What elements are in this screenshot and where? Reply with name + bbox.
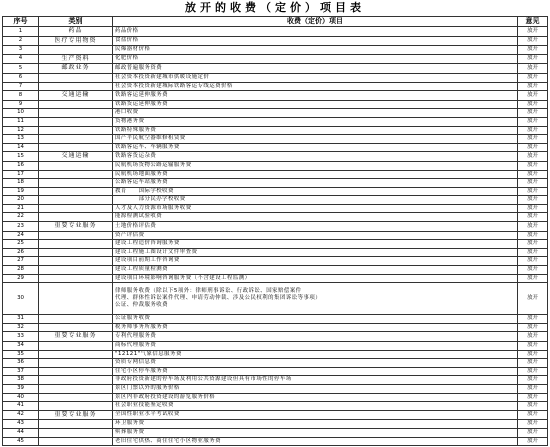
row-opinion: 放开 (518, 248, 548, 257)
row-number: 27 (3, 257, 39, 266)
row-opinion: 放开 (518, 376, 548, 385)
row-number: 39 (3, 384, 39, 393)
row-item: 铁路客运车、车辆服务费 (113, 143, 518, 152)
row-opinion: 放开 (518, 64, 548, 74)
row-number: 42 (3, 410, 39, 420)
category-label: 交通运输 (61, 152, 90, 160)
row-item: 社会资本投资新建城市供暖设施定价 (113, 73, 518, 82)
table-row (3, 161, 548, 170)
row-opinion: 放开 (518, 46, 548, 55)
row-item: 邮政普遍服务资费 (113, 64, 518, 74)
row-number: 30 (3, 283, 39, 315)
row-item: 建设项目环境影响咨询服务费（不含建设工程监测） (113, 274, 518, 283)
row-item: 教育 国际学校收费 (113, 187, 518, 196)
row-opinion: 放开 (518, 170, 548, 179)
row-opinion: 放开 (518, 266, 548, 275)
table-row (3, 73, 548, 82)
row-number: 8 (3, 91, 39, 101)
row-category (39, 350, 113, 359)
row-number: 32 (3, 323, 39, 332)
table-row (3, 204, 548, 213)
row-item: 资质专网信息费 (113, 359, 518, 368)
table-row (3, 135, 548, 144)
row-item: 民航机场货物公路运输服务费 (113, 161, 518, 170)
row-opinion: 放开 (518, 91, 548, 101)
row-item: 社会职业技能鉴定收费 (113, 402, 518, 411)
row-category (39, 91, 113, 101)
category-label: 医疗专用物资 (54, 36, 97, 44)
row-item: 建设工程施工图设计文件审查费 (113, 248, 518, 257)
page-title: 放开的收费（定价）项目表 (185, 1, 365, 14)
row-category (39, 73, 113, 82)
row-number: 4 (3, 54, 39, 64)
row-opinion: 放开 (518, 143, 548, 152)
row-item: 药品价格 (113, 27, 518, 37)
table-row (3, 109, 548, 118)
row-category (39, 420, 113, 429)
row-item: 民航机场地面服务费 (113, 170, 518, 179)
table-row (3, 257, 548, 266)
header-no: 序号 (3, 17, 39, 27)
table-row (3, 196, 548, 205)
row-item: 税务师事务所服务费 (113, 323, 518, 332)
table-row (3, 54, 548, 64)
row-category (39, 393, 113, 402)
row-category (39, 384, 113, 393)
row-category (39, 126, 113, 135)
table-row (3, 384, 548, 393)
table-row (3, 420, 548, 429)
row-opinion: 放开 (518, 342, 548, 351)
row-item: 老旧住宅供热、商住住宅小区物业服务费 (113, 437, 518, 446)
row-number: 24 (3, 231, 39, 240)
row-item: 铁路货运延伸服务费 (113, 100, 518, 109)
row-opinion: 放开 (518, 27, 548, 37)
row-category (39, 213, 113, 222)
row-category (39, 135, 113, 144)
header-row (3, 17, 548, 27)
row-category (39, 204, 113, 213)
table-row (3, 152, 548, 162)
table-row (3, 100, 548, 109)
row-opinion: 放开 (518, 428, 548, 437)
table-row (3, 332, 548, 342)
table-row (3, 410, 548, 420)
row-category (39, 248, 113, 257)
row-item: 建设工程质量检测费 (113, 266, 518, 275)
row-opinion: 放开 (518, 274, 548, 283)
row-item: 殡葬服务费 (113, 428, 518, 437)
row-number: 21 (3, 204, 39, 213)
category-label: 邮政业务 (61, 64, 90, 72)
fee-table (2, 16, 548, 446)
table-row (3, 342, 548, 351)
table-row (3, 428, 548, 437)
table-row (3, 27, 548, 37)
row-opinion: 放开 (518, 437, 548, 446)
row-opinion: 放开 (518, 196, 548, 205)
row-category (39, 332, 113, 342)
table-row (3, 187, 548, 196)
row-category (39, 410, 113, 420)
row-opinion: 放开 (518, 187, 548, 196)
item-text-line: 律师服务收费（除以下5项外：律师刑事诉讼、行政诉讼、国家赔偿案件 (115, 288, 302, 295)
row-item: 铁路客运延伸服务费 (113, 91, 518, 101)
row-category (39, 152, 113, 162)
row-opinion: 放开 (518, 393, 548, 402)
table-row (3, 82, 548, 91)
row-number: 26 (3, 248, 39, 257)
category-label: 药品 (68, 27, 83, 34)
row-opinion: 放开 (518, 204, 548, 213)
row-category (39, 257, 113, 266)
row-opinion: 放开 (518, 231, 548, 240)
row-opinion: 放开 (518, 332, 548, 342)
table-row (3, 231, 548, 240)
category-label: 交通运输 (61, 91, 90, 99)
row-opinion: 放开 (518, 315, 548, 324)
row-item: 公证服务收费 (113, 315, 518, 324)
row-category (39, 402, 113, 411)
table-row (3, 170, 548, 179)
row-number: 35 (3, 350, 39, 359)
row-number: 7 (3, 82, 39, 91)
table-row (3, 393, 548, 402)
row-opinion: 放开 (518, 161, 548, 170)
row-item: 建设工程造价咨询服务费 (113, 240, 518, 249)
table-row (3, 240, 548, 249)
row-category (39, 82, 113, 91)
row-item: 社会资本投资新建城际铁路客运专线运费价格 (113, 82, 518, 91)
row-number: 14 (3, 143, 39, 152)
table-row (3, 376, 548, 385)
row-number: 2 (3, 36, 39, 46)
row-opinion: 放开 (518, 126, 548, 135)
row-item: 专利代理服务费 (113, 332, 518, 342)
row-item: 铁路特殊服务费 (113, 126, 518, 135)
row-category (39, 437, 113, 446)
table-row (3, 367, 548, 376)
row-category (39, 196, 113, 205)
table-row (3, 36, 548, 46)
row-opinion: 放开 (518, 109, 548, 118)
row-number: 15 (3, 152, 39, 162)
row-category (39, 179, 113, 188)
row-category (39, 359, 113, 368)
table-row (3, 117, 548, 126)
header-category: 类别 (39, 17, 113, 27)
category-label: 重要专业服务 (54, 410, 97, 418)
row-category (39, 109, 113, 118)
row-category (39, 274, 113, 283)
category-label: 重要专业服务 (54, 332, 97, 340)
row-opinion: 放开 (518, 179, 548, 188)
row-category (39, 46, 113, 55)
table-row (3, 323, 548, 332)
row-opinion: 放开 (518, 257, 548, 266)
item-text-line: 代理、群体性诉讼案件代理、申请劳动仲裁、涉及公民权利的集团诉讼等事项） (115, 295, 322, 302)
row-opinion: 放开 (518, 36, 548, 46)
row-opinion: 放开 (518, 100, 548, 109)
row-opinion: 放开 (518, 240, 548, 249)
row-category (39, 54, 113, 64)
row-number: 16 (3, 161, 39, 170)
row-number: 11 (3, 117, 39, 126)
row-category (39, 342, 113, 351)
row-item: 全国性职业水平考试收费 (113, 410, 518, 420)
row-opinion: 放开 (518, 323, 548, 332)
row-item: 景区内非政府投资建设的游览服务价格 (113, 393, 518, 402)
row-number: 37 (3, 367, 39, 376)
row-item: "12121"气象信息服务费 (113, 350, 518, 359)
row-number: 41 (3, 402, 39, 411)
item-text-line: 公证、仲裁服务收费 (115, 302, 169, 309)
row-item: 人才及人力资源市场服务收费 (113, 204, 518, 213)
row-item: 铁路客货运杂费 (113, 152, 518, 162)
row-item (113, 283, 518, 315)
table-row (3, 91, 548, 101)
row-opinion: 放开 (518, 73, 548, 82)
row-number: 23 (3, 222, 39, 232)
table-row (3, 46, 548, 55)
row-category (39, 240, 113, 249)
table-row (3, 213, 548, 222)
row-category (39, 367, 113, 376)
item-text-block (115, 288, 515, 309)
table-row (3, 266, 548, 275)
table-row (3, 402, 548, 411)
row-opinion: 放开 (518, 54, 548, 64)
row-number: 9 (3, 100, 39, 109)
row-category (39, 376, 113, 385)
row-category (39, 222, 113, 232)
row-number: 45 (3, 437, 39, 446)
row-opinion: 放开 (518, 410, 548, 420)
row-number: 33 (3, 332, 39, 342)
table-row (3, 248, 548, 257)
row-number: 43 (3, 420, 39, 429)
row-number: 6 (3, 73, 39, 82)
table-row (3, 274, 548, 283)
row-item: 食盐价格 (113, 36, 518, 46)
row-item: 港口收费 (113, 109, 518, 118)
row-item: 环卫服务费 (113, 420, 518, 429)
row-category (39, 428, 113, 437)
row-category (39, 161, 113, 170)
row-number: 19 (3, 187, 39, 196)
row-opinion: 放开 (518, 402, 548, 411)
row-number: 22 (3, 213, 39, 222)
table-body (3, 27, 548, 446)
row-item: 国产平民航空器维修租赁费 (113, 135, 518, 144)
row-number: 10 (3, 109, 39, 118)
table-row (3, 359, 548, 368)
row-number: 40 (3, 393, 39, 402)
row-item: 公路客运车站服务费 (113, 179, 518, 188)
row-number: 17 (3, 170, 39, 179)
table-row (3, 350, 548, 359)
category-label: 重要专业服务 (54, 222, 97, 230)
row-item: 土地价格评估费 (113, 222, 518, 232)
row-category (39, 117, 113, 126)
row-number: 18 (3, 179, 39, 188)
table-row (3, 437, 548, 446)
row-opinion: 放开 (518, 82, 548, 91)
row-category (39, 64, 113, 74)
row-item: 商标代理服务费 (113, 342, 518, 351)
row-category (39, 36, 113, 46)
row-opinion: 放开 (518, 222, 548, 232)
header-opinion: 意见 (518, 17, 548, 27)
row-item: 建设项目前期工作咨询费 (113, 257, 518, 266)
row-item: 货物港务费 (113, 117, 518, 126)
row-category (39, 283, 113, 315)
row-number: 13 (3, 135, 39, 144)
table-row (3, 64, 548, 74)
row-number: 29 (3, 274, 39, 283)
row-opinion: 放开 (518, 350, 548, 359)
row-opinion: 放开 (518, 135, 548, 144)
row-category (39, 27, 113, 37)
row-item: 化肥价格 (113, 54, 518, 64)
row-number: 36 (3, 359, 39, 368)
row-number: 34 (3, 342, 39, 351)
row-number: 12 (3, 126, 39, 135)
row-opinion: 放开 (518, 152, 548, 162)
table-row (3, 126, 548, 135)
row-number: 38 (3, 376, 39, 385)
row-category (39, 100, 113, 109)
row-opinion: 放开 (518, 117, 548, 126)
row-opinion: 放开 (518, 359, 548, 368)
row-number: 1 (3, 27, 39, 37)
row-item: 景区门票以外的服务价格 (113, 384, 518, 393)
row-number: 44 (3, 428, 39, 437)
row-item: 住宅小区停车服务费 (113, 367, 518, 376)
row-item: 部分民办学校收费 (113, 196, 518, 205)
row-opinion: 放开 (518, 213, 548, 222)
row-item: 非政府投资新建的停车场及利用公共资源建设但具有市场性的停车场 (113, 376, 518, 385)
row-number: 20 (3, 196, 39, 205)
table-row (3, 143, 548, 152)
row-category (39, 187, 113, 196)
row-item: 能源检测试验收费 (113, 213, 518, 222)
row-number: 3 (3, 46, 39, 55)
row-category (39, 315, 113, 324)
row-opinion: 放开 (518, 283, 548, 315)
category-label: 生产资料 (61, 54, 90, 62)
row-number: 5 (3, 64, 39, 74)
row-category (39, 266, 113, 275)
row-number: 28 (3, 266, 39, 275)
row-number: 31 (3, 315, 39, 324)
row-opinion: 放开 (518, 384, 548, 393)
row-opinion: 放开 (518, 420, 548, 429)
row-item: 资产评估费 (113, 231, 518, 240)
row-category (39, 231, 113, 240)
row-category (39, 323, 113, 332)
table-row (3, 222, 548, 232)
row-number: 25 (3, 240, 39, 249)
header-item: 收费（定价）项目 (113, 17, 518, 27)
row-category (39, 143, 113, 152)
table-row (3, 179, 548, 188)
row-item: 民爆器材价格 (113, 46, 518, 55)
row-category (39, 170, 113, 179)
table-row (3, 315, 548, 324)
table-row (3, 283, 548, 315)
row-opinion: 放开 (518, 367, 548, 376)
